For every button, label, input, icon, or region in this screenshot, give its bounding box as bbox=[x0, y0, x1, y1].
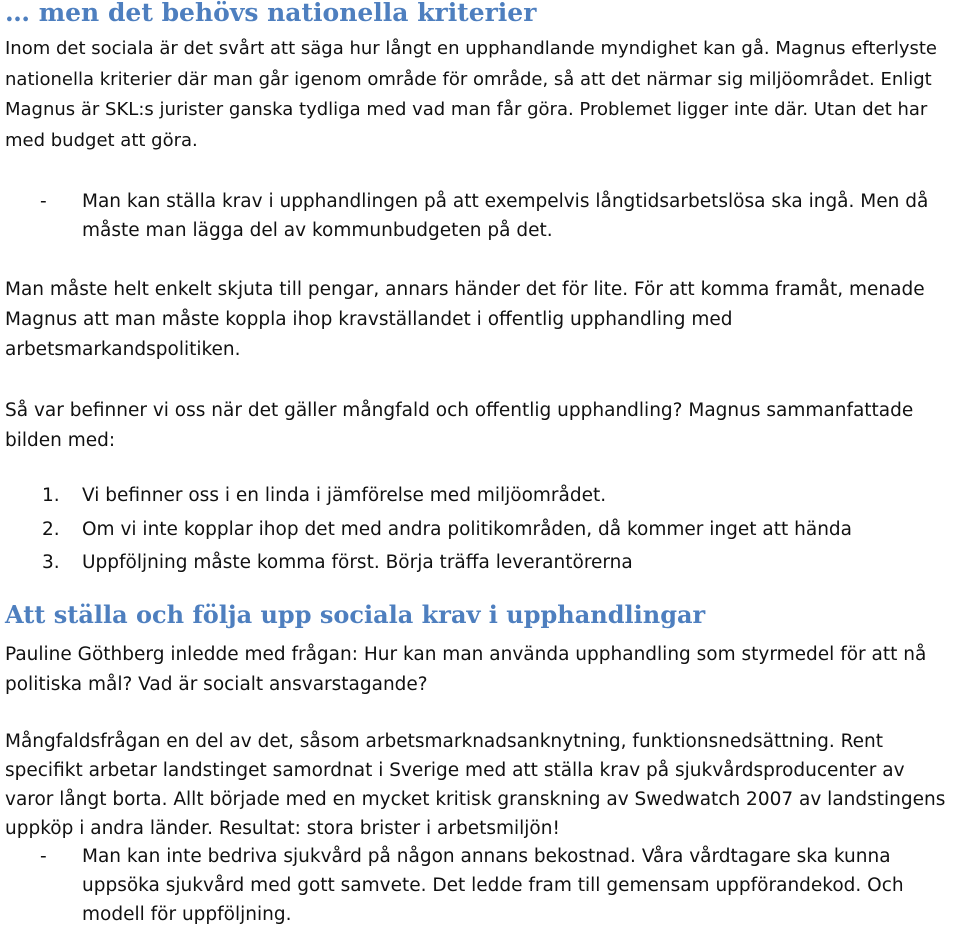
intro-paragraph: Inom det sociala är det svårt att säga hur långt en upphandlande myndighet kan gå. Magnus efterlyste nationella kriterier där man går igenom område för område, så att det närmar sig miljöområdet. Enligt Magnus är SKL:s jurister ganska tydliga med vad man får göra. Problemet ligger inte där. Utan det har med budget att göra. bbox=[5, 38, 938, 151]
list-number: 3. bbox=[42, 552, 60, 573]
paragraph-skjuta-till-pengar: Man måste helt enkelt skjuta till pengar, annars händer det för lite. För att komma framåt, menade Magnus att man måste koppla ihop kravställandet i offentlig upphandling med arbetsmarkandspolitiken. bbox=[5, 279, 925, 360]
list-item-text: Uppföljning måste komma först. Börja träffa leverantörerna bbox=[82, 552, 633, 573]
list-item-text: Vi befinner oss i en linda i jämförelse med miljöområdet. bbox=[82, 485, 607, 506]
list-number: 1. bbox=[42, 485, 60, 506]
bullet-marker: - bbox=[40, 846, 47, 867]
list-number: 2. bbox=[42, 518, 60, 540]
bullet-marker: - bbox=[40, 191, 47, 212]
list-item bbox=[5, 546, 955, 580]
list-item bbox=[5, 842, 955, 929]
bullet-list-budget bbox=[5, 187, 955, 245]
paragraph-pauline-gothberg: Pauline Göthberg inledde med frågan: Hur kan man använda upphandling som styrmedel för att nå politiska mål? Vad är socialt ansvarstagande? bbox=[5, 644, 927, 695]
list-item-text: Om vi inte kopplar ihop det med andra politikområden, då kommer inget att hända bbox=[82, 518, 852, 540]
list-item bbox=[5, 479, 955, 513]
list-item bbox=[5, 187, 955, 245]
list-item bbox=[5, 513, 955, 547]
section-heading-sociala-krav: Att ställa och följa upp sociala krav i upphandlingar bbox=[5, 600, 706, 629]
paragraph-mangfaldsfragan: Mångfaldsfrågan en del av det, såsom arbetsmarknadsanknytning, funktionsnedsättning. Rent specifikt arbetar landstinget samordnat i Sverige med att ställa krav på sjukvårdsproducenter av varor långt borta. Allt började med en mycket kritisk granskning av Swedwatch 2007 av landstingens uppköp i andra länder. Resultat: stora brister i arbetsmiljön! bbox=[5, 731, 946, 839]
bullet-text: Man kan inte bedriva sjukvård på någon annans bekostnad. Våra vårdtagare ska kunna uppsöka sjukvård med gott samvete. Det ledde fram till gemensam uppförandekod. Och modell för uppföljning. bbox=[82, 846, 904, 925]
bullet-list-sjukvard bbox=[5, 842, 955, 929]
section-heading-nationella-kriterier: … men det behövs nationella kriterier bbox=[5, 0, 537, 27]
paragraph-mangfald-fraga: Så var befinner vi oss när det gäller mångfald och offentlig upphandling? Magnus sammanfattade bilden med: bbox=[5, 400, 914, 451]
bullet-text: Man kan ställa krav i upphandlingen på att exempelvis långtidsarbetslösa ska ingå. Men då måste man lägga del av kommunbudgeten på det. bbox=[82, 191, 929, 241]
numbered-summary-list bbox=[5, 479, 955, 580]
